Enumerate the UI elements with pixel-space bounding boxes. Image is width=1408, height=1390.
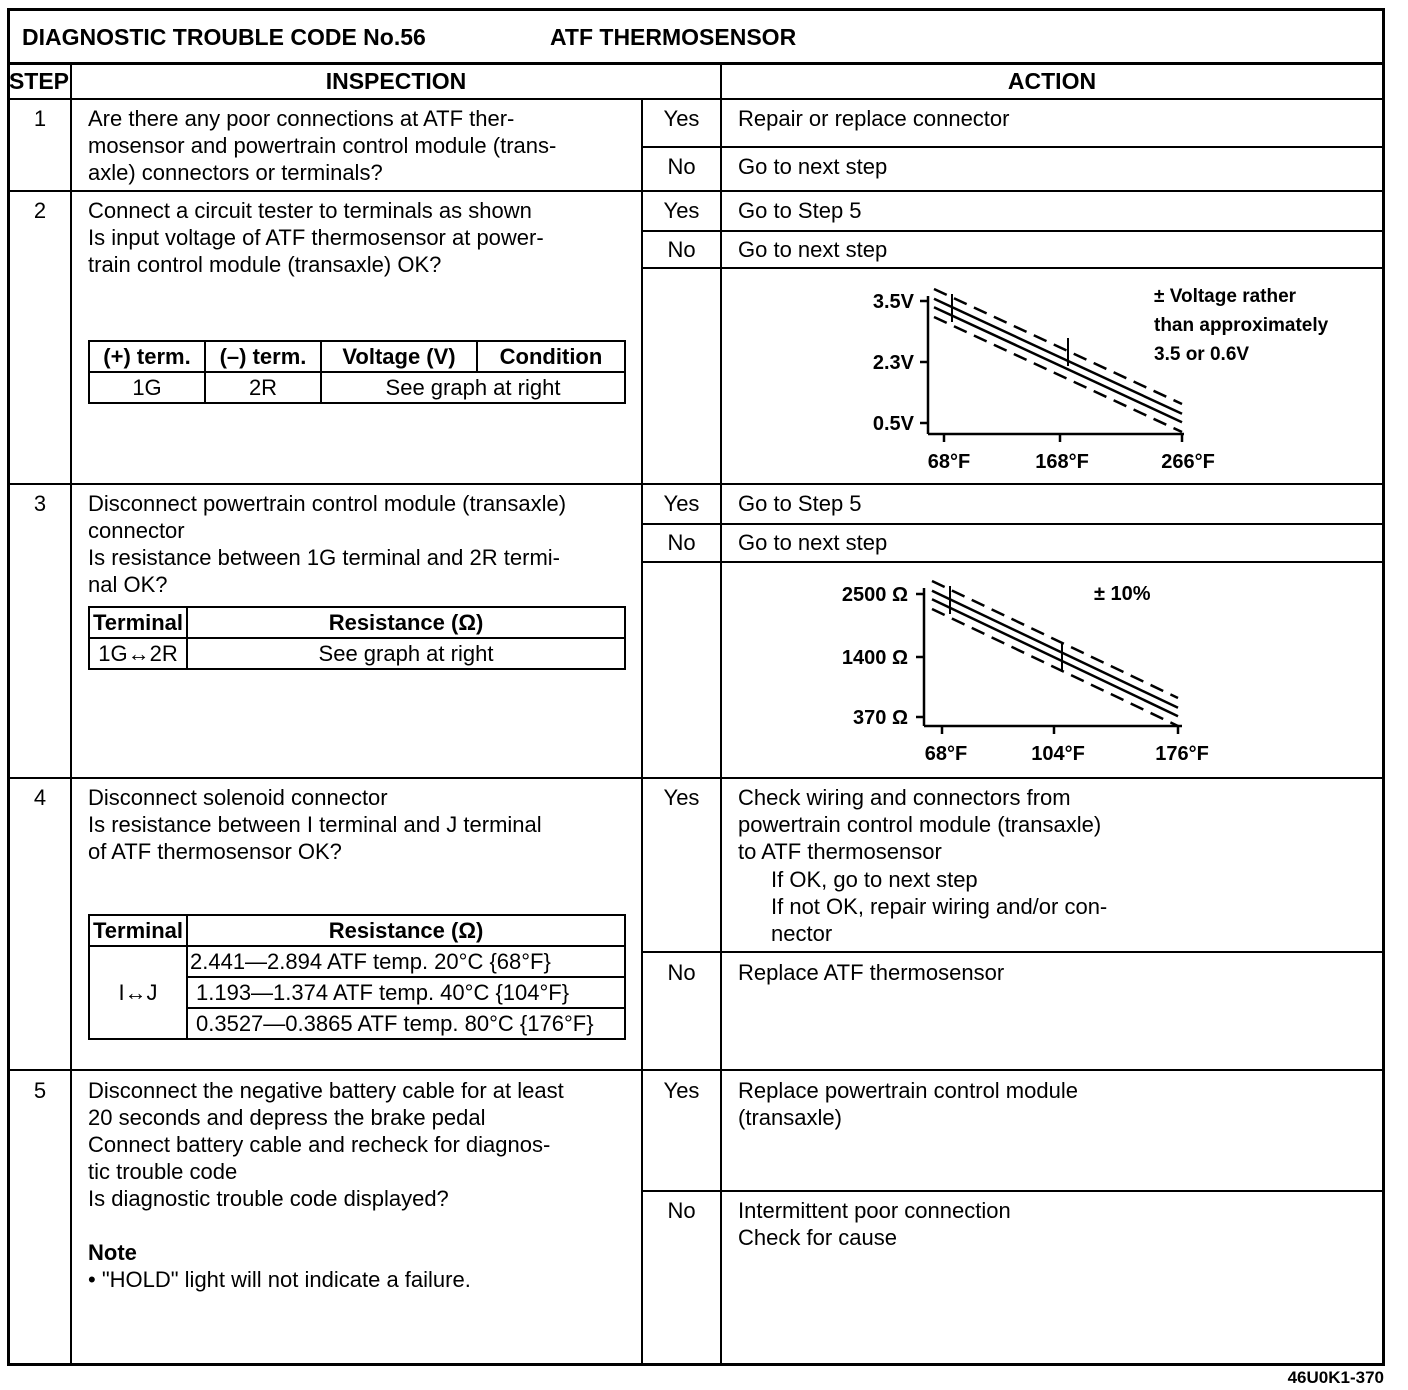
no-label: No	[667, 154, 696, 179]
no-label: No	[667, 237, 696, 262]
table-cell: I↔J	[89, 946, 187, 1039]
action-text: Go to Step 5	[738, 198, 862, 223]
x-tick-label: 176°F	[1155, 743, 1209, 765]
lower-tolerance-line	[934, 317, 1182, 432]
action-text: Replace powertrain control module (transaxle)	[738, 1078, 1078, 1130]
frame-right	[1382, 8, 1385, 1366]
x-tick-label: 104°F	[1031, 743, 1085, 765]
table-header: Voltage (V)	[321, 341, 477, 372]
series-line	[934, 299, 1182, 414]
upper-tolerance-line	[934, 289, 1182, 404]
rule-step5-mid	[642, 1190, 1385, 1192]
no-label: No	[667, 1198, 696, 1223]
action-text: Intermittent poor connection Check for cause	[738, 1198, 1011, 1250]
col-yesno-divider	[641, 98, 643, 1365]
rule-step3-end	[7, 777, 1385, 779]
resistance-chart	[724, 566, 1380, 774]
rule-step2-end	[7, 483, 1385, 485]
inspection-text: Disconnect the negative battery cable for at least 20 seconds and depress the brake pedal Connect battery cable and recheck for diagnos- tic trouble code Is diagnostic trouble code displayed?	[88, 1078, 564, 1211]
chart-tolerance-note: ± Voltage rather than approximately 3.5 or 0.6V	[1154, 286, 1329, 365]
table-header: Resistance (Ω)	[187, 915, 625, 946]
table-cell: 1.193—1.374 ATF temp. 40°C {104°F}	[187, 977, 625, 1008]
action-text: Go to next step	[738, 530, 888, 555]
step-number: 4	[33, 785, 47, 810]
col-header-action: ACTION	[1007, 68, 1097, 94]
note-label: Note	[88, 1240, 137, 1265]
inspection-text: Disconnect solenoid connector Is resistance between I terminal and J terminal of ATF thermosensor OK?	[88, 785, 542, 864]
y-tick-label: 3.5V	[872, 291, 914, 313]
y-tick-label: 2500 Ω	[841, 584, 908, 606]
rule-step4-end	[7, 1069, 1385, 1071]
table-cell: 1G↔2R	[89, 638, 187, 669]
rule-colheader	[7, 98, 1385, 100]
rule-step3-mid	[642, 523, 1385, 525]
lower-tolerance-line	[932, 609, 1178, 726]
chart-series	[934, 289, 1182, 432]
col-action-divider	[720, 62, 722, 1365]
step-number: 2	[33, 198, 47, 223]
yes-label: Yes	[663, 491, 700, 516]
chart-tolerance-note: ± 10%	[1094, 583, 1151, 605]
action-text: Go to Step 5	[738, 491, 862, 516]
y-tick-label: 1400 Ω	[841, 647, 908, 669]
rule-step2-no	[642, 267, 1385, 269]
table-header: (+) term.	[89, 341, 205, 372]
table-header: Condition	[477, 341, 625, 372]
table-cell: See graph at right	[187, 638, 625, 669]
rule-step2-mid	[642, 230, 1385, 232]
rule-step3-no	[642, 561, 1385, 563]
col-header-step: STEP	[8, 68, 70, 94]
table-header: Resistance (Ω)	[187, 607, 625, 638]
series-line	[934, 307, 1182, 422]
page-subject: ATF THERMOSENSOR	[550, 24, 797, 50]
col-header-inspection: INSPECTION	[325, 68, 467, 94]
step-number: 5	[33, 1078, 47, 1103]
action-text: Go to next step	[738, 154, 888, 179]
inspection-text: Connect a circuit tester to terminals as shown Is input voltage of ATF thermosensor at power- train control module (transaxle) OK?	[88, 198, 544, 277]
x-tick-label: 168°F	[1035, 451, 1089, 473]
y-tick-label: 370 Ω	[853, 707, 908, 729]
action-text: Repair or replace connector	[738, 106, 1010, 131]
action-text: Go to next step	[738, 237, 888, 262]
table-header: Terminal	[89, 915, 187, 946]
y-tick-label: 2.3V	[872, 352, 914, 374]
voltage-table	[88, 340, 626, 404]
inspection-text: Are there any poor connections at ATF ther- mosensor and powertrain control module (trans- axle) connectors or terminals?	[88, 106, 557, 185]
no-label: No	[667, 960, 696, 985]
solenoid-resistance-table	[88, 914, 626, 1040]
figure-code: 46U0K1-370	[1287, 1368, 1384, 1387]
action-text: Check wiring and connectors from powertrain control module (transaxle) to ATF thermosensor	[738, 785, 1102, 864]
table-cell: 0.3527—0.3865 ATF temp. 80°C {176°F}	[187, 1008, 625, 1039]
yes-label: Yes	[663, 785, 700, 810]
table-header: Terminal	[89, 607, 187, 638]
inspection-text: Disconnect powertrain control module (transaxle) connector Is resistance between 1G terminal and 2R termi- nal OK?	[88, 491, 567, 597]
rule-step1-mid	[642, 146, 1385, 148]
note-text: • "HOLD" light will not indicate a failure.	[88, 1267, 471, 1292]
frame-bottom	[7, 1363, 1385, 1366]
yes-label: Yes	[663, 106, 700, 131]
series-line	[932, 591, 1178, 708]
action-subtext: If OK, go to next step If not OK, repair wiring and/or con- nector	[771, 867, 1108, 946]
table-cell: 1G	[89, 372, 205, 403]
x-tick-label: 68°F	[927, 451, 971, 473]
y-tick-label: 0.5V	[872, 413, 914, 435]
table-header: (–) term.	[205, 341, 321, 372]
table-cell: See graph at right	[321, 372, 625, 403]
x-tick-label: 68°F	[924, 743, 968, 765]
yes-label: Yes	[663, 1078, 700, 1103]
col-step-divider	[70, 62, 72, 1365]
rule-step4-mid	[642, 951, 1385, 953]
rule-step1-end	[7, 190, 1385, 192]
page-title: DIAGNOSTIC TROUBLE CODE No.56	[22, 24, 426, 50]
frame-top	[7, 8, 1385, 11]
table-cell: 2R	[205, 372, 321, 403]
step-number: 3	[33, 491, 47, 516]
action-text: Replace ATF thermosensor	[738, 960, 1005, 985]
yes-label: Yes	[663, 198, 700, 223]
rule-title	[7, 62, 1385, 65]
no-label: No	[667, 530, 696, 555]
table-cell: 2.441—2.894 ATF temp. 20°C {68°F}	[187, 946, 625, 977]
x-tick-label: 266°F	[1161, 451, 1215, 473]
series-line	[932, 599, 1178, 716]
resistance-table	[88, 606, 626, 670]
step-number: 1	[33, 106, 47, 131]
